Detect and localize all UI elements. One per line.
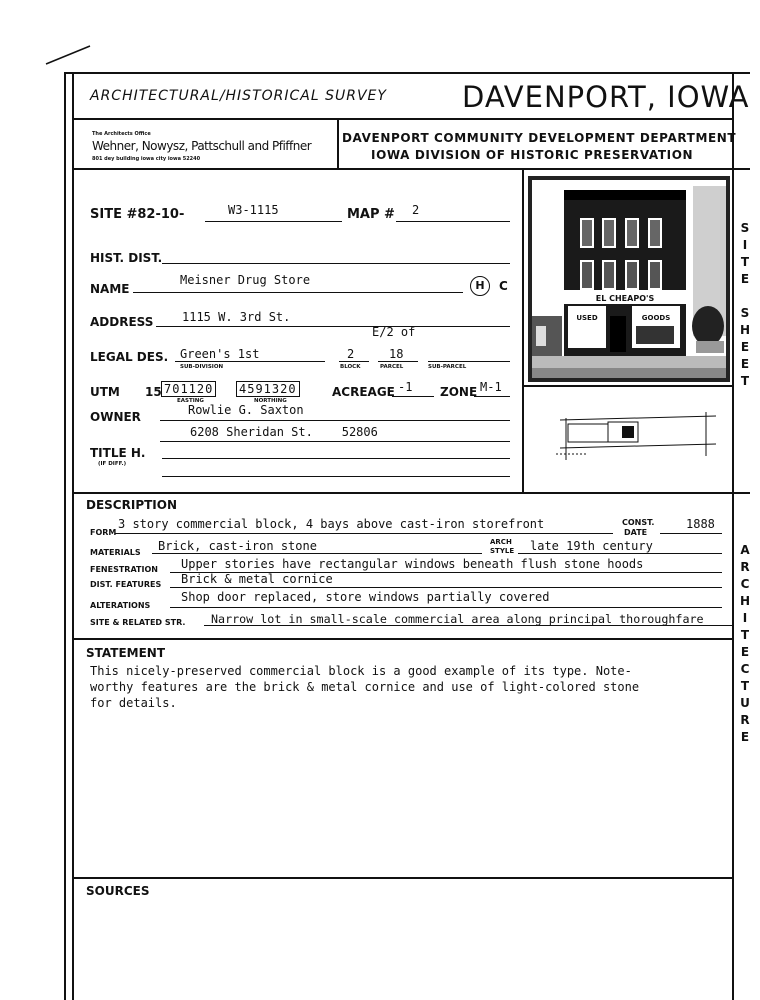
materials-label: MATERIALS — [90, 548, 141, 557]
statement-line2: worthy features are the brick & metal cornice and use of light-colored stone — [90, 680, 640, 694]
dept-line2: IOWA DIVISION OF HISTORIC PRESERVATION — [371, 148, 694, 162]
style-label: STYLE — [490, 547, 515, 555]
related-label: SITE & RELATED STR. — [90, 618, 186, 627]
utm-zone: 15 — [145, 385, 162, 399]
alterations-value: Shop door replaced, store windows partially covered — [181, 590, 550, 604]
statement-line3: for details. — [90, 696, 177, 710]
zone-label: ZONE — [440, 385, 478, 399]
utm-northing: 4591320 — [236, 381, 300, 397]
legal-label: LEGAL DES. — [90, 350, 169, 364]
const-label: CONST. — [622, 518, 655, 527]
firm-name: Wehner, Nowysz, Pattschull and Pfiffner — [92, 139, 312, 153]
owner-name: Rowlie G. Saxton — [188, 403, 304, 417]
acreage-value: -1 — [398, 380, 413, 394]
name-label: NAME — [90, 282, 130, 296]
map-label: MAP # — [347, 207, 395, 222]
photo-sign: EL CHEAPO'S — [595, 294, 655, 303]
map-value: 2 — [412, 203, 420, 217]
block-value: 2 — [347, 347, 355, 361]
dist-features-value: Brick & metal cornice — [181, 572, 333, 586]
fenestration-value: Upper stories have rectangular windows beneath flush stone hoods — [181, 557, 644, 571]
title-label: TITLE H. — [90, 446, 146, 460]
materials-value: Brick, cast-iron stone — [158, 539, 317, 553]
address-label: ADDRESS — [90, 315, 154, 329]
name-code-c: C — [499, 279, 508, 293]
form-label: FORM — [90, 528, 117, 537]
sources-heading: SOURCES — [86, 884, 150, 898]
photo-window-left: USED — [576, 314, 598, 322]
name-code-h: H — [470, 276, 490, 296]
utm-label: UTM — [90, 385, 120, 399]
northing-label: NORTHING — [254, 398, 287, 404]
site-label: SITE #82-10- — [90, 207, 185, 222]
style-value: late 19th century — [530, 539, 653, 553]
block-label: BLOCK — [340, 364, 361, 370]
side-tab-architecture: A R C H I T E C T U R E — [739, 543, 751, 744]
survey-title: ARCHITECTURAL/HISTORICAL SURVEY — [90, 88, 387, 104]
utm-easting: 701120 — [161, 381, 216, 397]
city-title: DAVENPORT, IOWA — [462, 80, 750, 114]
photo-window-right: GOODS — [641, 314, 671, 322]
easting-label: EASTING — [177, 398, 204, 404]
acreage-label: ACREAGE — [332, 385, 395, 399]
dist-features-label: DIST. FEATURES — [90, 580, 162, 589]
name-value: Meisner Drug Store — [180, 273, 311, 287]
owner-label: OWNER — [90, 410, 141, 424]
related-value: Narrow lot in small-scale commercial area along principal thoroughfare — [211, 612, 704, 626]
building-photo — [528, 176, 730, 382]
fenestration-label: FENESTRATION — [90, 565, 158, 574]
pen-mark — [44, 42, 94, 68]
statement-heading: STATEMENT — [86, 646, 166, 660]
form-value: 3 story commercial block, 4 bays above cast-iron storefront — [118, 517, 545, 531]
zone-value: M-1 — [480, 380, 502, 394]
parcel-label: PARCEL — [380, 364, 404, 370]
arch-label: ARCH — [490, 538, 512, 546]
owner-address: 6208 Sheridan St. 52806 — [190, 425, 378, 439]
subparcel-label: SUB-PARCEL — [428, 364, 467, 370]
plat-map-sketch — [556, 408, 720, 466]
subdivision-value: Green's 1st — [180, 347, 260, 361]
parcel-value: 18 — [389, 347, 404, 361]
side-tab-site-sheet: S I T E S H E E T — [739, 221, 751, 388]
subdivision-label: SUB-DIVISION — [180, 364, 224, 370]
dept-line1: DAVENPORT COMMUNITY DEVELOPMENT DEPARTMENT — [342, 131, 737, 145]
statement-line1: This nicely-preserved commercial block is a good example of its type. Note- — [90, 664, 632, 678]
legal-note: E/2 of — [372, 325, 416, 339]
description-heading: DESCRIPTION — [86, 498, 178, 512]
alterations-label: ALTERATIONS — [90, 601, 151, 610]
address-value: 1115 W. 3rd St. — [182, 310, 291, 324]
firm-address: 801 dey building iowa city iowa 52240 — [92, 156, 201, 162]
const-value: 1888 — [686, 517, 715, 531]
site-value: W3-1115 — [228, 203, 279, 217]
hist-dist-label: HIST. DIST. — [90, 251, 163, 265]
title-sub: (IF DIFF.) — [98, 461, 127, 467]
date-label: DATE — [624, 528, 648, 537]
firm-small: The Architects Office — [92, 131, 151, 137]
